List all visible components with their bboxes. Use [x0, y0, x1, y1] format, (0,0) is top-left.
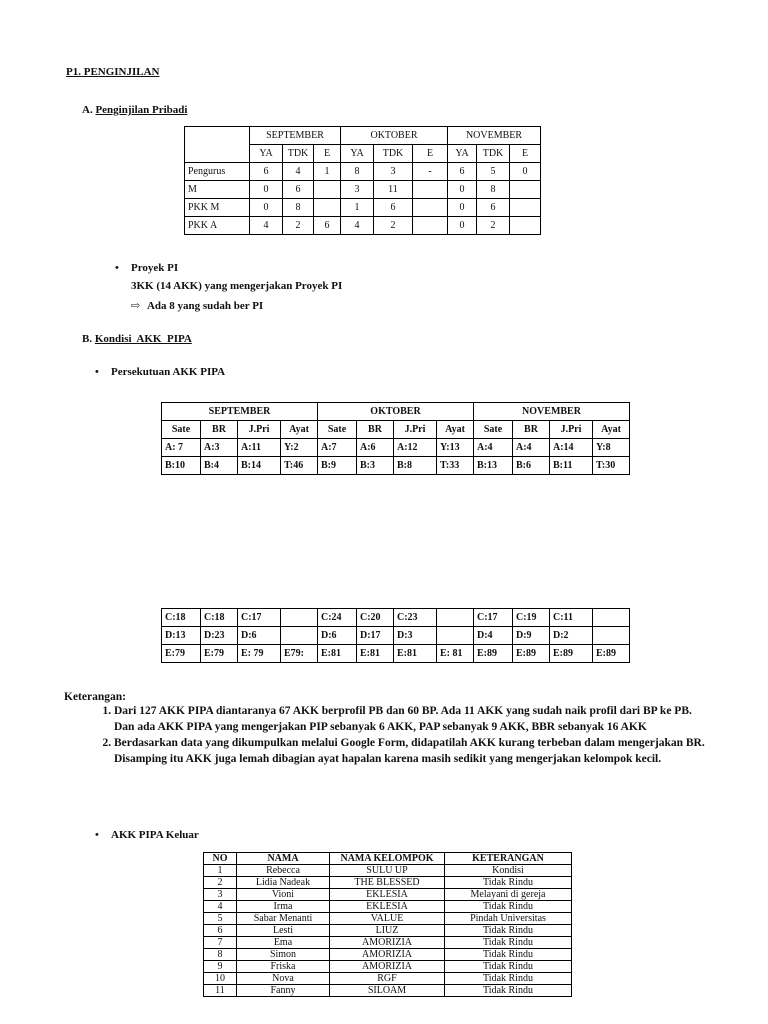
table-cell: EKLESIA [330, 889, 445, 901]
table-cell: 0 [250, 181, 283, 199]
table-cell: 2 [477, 217, 510, 235]
keterangan-item: 2. Berdasarkan data yang dikumpulkan melalui Google Form, didapatilah AKK kurang terbeban dalam mengerjakan BR. Disamping itu AKK juga lemah dibagian ayat hapalan karena masih sedikit yang mengerjakan kelompok kecil. [114, 735, 708, 767]
table-cell: Y:8 [593, 439, 630, 457]
table-cell: A:4 [513, 439, 550, 457]
table-cell: C:17 [238, 609, 281, 627]
table-cell: 6 [250, 163, 283, 181]
table-cell: 9 [204, 961, 237, 973]
table-cell: Sabar Menanti [237, 913, 330, 925]
table-row [204, 973, 572, 985]
table-row [162, 439, 630, 457]
table-cell: EKLESIA [330, 901, 445, 913]
section-b-title: Kondisi AKK PIPA [94, 333, 192, 345]
table-cell: D:3 [394, 627, 437, 645]
column-header: NO [204, 853, 237, 865]
table-row [204, 949, 572, 961]
table-cell: 8 [283, 199, 314, 217]
bullet-dot-icon: • [95, 366, 99, 378]
table-cell: Tidak Rindu [445, 937, 572, 949]
proyek-arrow-text: Ada 8 yang sudah ber PI [146, 300, 264, 312]
table-cell: 6 [314, 217, 341, 235]
table-cell: AMORIZIA [330, 949, 445, 961]
table-cell: Tidak Rindu [445, 985, 572, 997]
column-header: Sate [162, 421, 201, 439]
table-cell: E:81 [394, 645, 437, 663]
table-cell: 8 [204, 949, 237, 961]
table-cell [281, 627, 318, 645]
table-cell: E:79 [201, 645, 238, 663]
table-cell [281, 609, 318, 627]
month-header: OKTOBER [318, 403, 474, 421]
table-cell: C:23 [394, 609, 437, 627]
table-corner-cell [185, 127, 250, 163]
table-cell: Y:2 [281, 439, 318, 457]
keterangan-label: Keterangan: [64, 691, 126, 703]
table-cell: Nova [237, 973, 330, 985]
table-cell [437, 609, 474, 627]
table-cell: E:89 [593, 645, 630, 663]
table-cell: B:10 [162, 457, 201, 475]
table-cell: E:81 [318, 645, 357, 663]
table-cell: D:6 [238, 627, 281, 645]
table-cell: B:9 [318, 457, 357, 475]
column-header: Sate [318, 421, 357, 439]
table-row [204, 937, 572, 949]
table-cell: LIUZ [330, 925, 445, 937]
table-cell: 10 [204, 973, 237, 985]
persekutuan-table-continued [161, 608, 630, 663]
table-row [204, 925, 572, 937]
proyek-bullet [115, 262, 179, 274]
month-header: NOVEMBER [474, 403, 630, 421]
table-cell: 2 [204, 877, 237, 889]
table-cell: B:13 [474, 457, 513, 475]
table-cell [437, 627, 474, 645]
table-row [204, 901, 572, 913]
column-header: E [413, 145, 448, 163]
column-header: TDK [374, 145, 413, 163]
table-cell: Tidak Rindu [445, 877, 572, 889]
keluar-bullet [95, 829, 199, 841]
table-cell: 0 [250, 199, 283, 217]
table-cell: D:23 [201, 627, 238, 645]
table-cell: THE BLESSED [330, 877, 445, 889]
table-cell: 0 [448, 217, 477, 235]
column-header: Sate [474, 421, 513, 439]
table-cell: 11 [374, 181, 413, 199]
table-cell: E:81 [357, 645, 394, 663]
table-cell: Kondisi [445, 865, 572, 877]
table-cell: 8 [341, 163, 374, 181]
keluar-label: AKK PIPA Keluar [111, 829, 199, 841]
table-cell: Lesti [237, 925, 330, 937]
table-cell [314, 199, 341, 217]
table-cell: 1 [314, 163, 341, 181]
table-cell: Tidak Rindu [445, 961, 572, 973]
column-header: Ayat [593, 421, 630, 439]
table-cell: B:14 [238, 457, 281, 475]
table-cell: Rebecca [237, 865, 330, 877]
table-cell: 3 [341, 181, 374, 199]
section-b-heading [82, 333, 192, 345]
table-cell: 2 [374, 217, 413, 235]
table-cell: T:46 [281, 457, 318, 475]
table-cell: 0 [510, 163, 541, 181]
table-cell: Tidak Rindu [445, 901, 572, 913]
row-label: Pengurus [185, 163, 250, 181]
table-cell: D:13 [162, 627, 201, 645]
table-row [162, 609, 630, 627]
table-cell: A:11 [238, 439, 281, 457]
table-cell [413, 217, 448, 235]
table-cell: Pindah Universitas [445, 913, 572, 925]
table-cell: T:33 [437, 457, 474, 475]
table-cell: E:89 [474, 645, 513, 663]
table-cell: RGF [330, 973, 445, 985]
table-cell [593, 627, 630, 645]
column-header: Ayat [281, 421, 318, 439]
keterangan-list [96, 703, 708, 767]
table-cell: B:11 [550, 457, 593, 475]
keterangan-item: 1. Dari 127 AKK PIPA diantaranya 67 AKK berprofil PB dan 60 BP. Ada 11 AKK yang sudah naik profil dari BP ke PB. Dan ada AKK PIPA yang mengerjakan PIP sebanyak 6 AKK, PAP sebanyak 9 AKK, BBR sebanyak 16 AKK [114, 703, 708, 735]
table-cell: 3 [204, 889, 237, 901]
table-row [204, 985, 572, 997]
proyek-label: Proyek PI [131, 262, 179, 274]
column-header: BR [357, 421, 394, 439]
month-header: SEPTEMBER [162, 403, 318, 421]
table-cell: E:79 [162, 645, 201, 663]
column-header: Ayat [437, 421, 474, 439]
bullet-dot-icon: • [95, 829, 99, 841]
table-cell: A:12 [394, 439, 437, 457]
table-cell: 11 [204, 985, 237, 997]
persekutuan-bullet [95, 366, 226, 378]
table-cell: C:18 [201, 609, 238, 627]
table-cell [314, 181, 341, 199]
column-header: NAMA [237, 853, 330, 865]
table-cell: 1 [204, 865, 237, 877]
table-cell: D:17 [357, 627, 394, 645]
section-a-title: Penginjilan Pribadi [95, 104, 188, 116]
table-cell: D:6 [318, 627, 357, 645]
table-cell: Vioni [237, 889, 330, 901]
column-header: TDK [283, 145, 314, 163]
table-cell [413, 181, 448, 199]
table-cell [510, 217, 541, 235]
table-cell: 8 [477, 181, 510, 199]
month-header: NOVEMBER [448, 127, 541, 145]
table-cell [593, 609, 630, 627]
table-cell: Y:13 [437, 439, 474, 457]
persekutuan-table [161, 402, 630, 475]
table-row [204, 961, 572, 973]
table-row [204, 889, 572, 901]
proyek-line: 3KK (14 AKK) yang mengerjakan Proyek PI [131, 280, 343, 292]
table-cell: 7 [204, 937, 237, 949]
table-cell: B:4 [201, 457, 238, 475]
table-cell: AMORIZIA [330, 961, 445, 973]
column-header: YA [448, 145, 477, 163]
bullet-dot-icon: • [115, 262, 119, 274]
table-row [162, 645, 630, 663]
table-cell: B:3 [357, 457, 394, 475]
table-cell [510, 181, 541, 199]
table-cell: 4 [250, 217, 283, 235]
table-cell: D:2 [550, 627, 593, 645]
table-row [162, 457, 630, 475]
table-cell: 4 [283, 163, 314, 181]
table-cell: 6 [283, 181, 314, 199]
column-header: YA [250, 145, 283, 163]
column-header: KETERANGAN [445, 853, 572, 865]
table-cell: 6 [204, 925, 237, 937]
table-cell: A: 7 [162, 439, 201, 457]
table-cell: A:7 [318, 439, 357, 457]
table-cell: Melayani di gereja [445, 889, 572, 901]
table-cell: 0 [448, 181, 477, 199]
table-cell: B:8 [394, 457, 437, 475]
table-cell: Irma [237, 901, 330, 913]
section-a-letter: A. [82, 104, 93, 116]
table-cell: E: 79 [238, 645, 281, 663]
table-cell: C:19 [513, 609, 550, 627]
column-header: J.Pri [550, 421, 593, 439]
table-cell: 4 [204, 901, 237, 913]
table-cell: Friska [237, 961, 330, 973]
table-cell: C:17 [474, 609, 513, 627]
table-cell: 3 [374, 163, 413, 181]
page-heading: P1. PENGINJILAN [66, 66, 160, 78]
penginjilan-table [184, 126, 541, 235]
table-cell: B:6 [513, 457, 550, 475]
table-cell [510, 199, 541, 217]
section-b-letter: B. [82, 333, 93, 345]
month-header: OKTOBER [341, 127, 448, 145]
table-row [185, 217, 541, 235]
table-cell: C:24 [318, 609, 357, 627]
column-header: J.Pri [238, 421, 281, 439]
table-cell: 0 [448, 199, 477, 217]
table-cell: T:30 [593, 457, 630, 475]
table-cell: VALUE [330, 913, 445, 925]
table-cell: Ema [237, 937, 330, 949]
table-cell: AMORIZIA [330, 937, 445, 949]
table-cell: Tidak Rindu [445, 949, 572, 961]
column-header: YA [341, 145, 374, 163]
table-row [185, 163, 541, 181]
table-cell: C:18 [162, 609, 201, 627]
column-header: BR [513, 421, 550, 439]
table-row [204, 877, 572, 889]
table-cell: 4 [341, 217, 374, 235]
table-cell: E:89 [550, 645, 593, 663]
table-cell: A:3 [201, 439, 238, 457]
persekutuan-label: Persekutuan AKK PIPA [111, 366, 226, 378]
row-label: PKK A [185, 217, 250, 235]
table-row [185, 199, 541, 217]
table-cell: Tidak Rindu [445, 925, 572, 937]
table-row [204, 865, 572, 877]
month-header: SEPTEMBER [250, 127, 341, 145]
table-cell: - [413, 163, 448, 181]
table-cell: Fanny [237, 985, 330, 997]
table-cell: D:9 [513, 627, 550, 645]
table-row [162, 627, 630, 645]
table-row [185, 181, 541, 199]
table-cell: SILOAM [330, 985, 445, 997]
table-cell: 2 [283, 217, 314, 235]
arrow-right-icon: ⇨ [131, 300, 141, 312]
proyek-arrow-line [131, 299, 263, 312]
row-label: M [185, 181, 250, 199]
table-cell: C:11 [550, 609, 593, 627]
column-header: E [510, 145, 541, 163]
row-label: PKK M [185, 199, 250, 217]
table-cell: 6 [374, 199, 413, 217]
table-cell [413, 199, 448, 217]
table-cell: E:89 [513, 645, 550, 663]
table-cell: C:20 [357, 609, 394, 627]
table-cell: SULU UP [330, 865, 445, 877]
table-cell: 5 [204, 913, 237, 925]
table-cell: Lidia Nadeak [237, 877, 330, 889]
table-cell: A:4 [474, 439, 513, 457]
table-cell: D:4 [474, 627, 513, 645]
table-cell: E: 81 [437, 645, 474, 663]
column-header: J.Pri [394, 421, 437, 439]
table-cell: 5 [477, 163, 510, 181]
table-cell: E79: [281, 645, 318, 663]
column-header: TDK [477, 145, 510, 163]
table-cell: Simon [237, 949, 330, 961]
column-header: NAMA KELOMPOK [330, 853, 445, 865]
table-cell: A:6 [357, 439, 394, 457]
table-cell: Tidak Rindu [445, 973, 572, 985]
table-cell: 6 [477, 199, 510, 217]
table-row [204, 913, 572, 925]
keluar-table [203, 852, 572, 997]
table-cell: 6 [448, 163, 477, 181]
column-header: E [314, 145, 341, 163]
section-a-heading [82, 104, 187, 116]
table-cell: 1 [341, 199, 374, 217]
column-header: BR [201, 421, 238, 439]
table-cell: A:14 [550, 439, 593, 457]
